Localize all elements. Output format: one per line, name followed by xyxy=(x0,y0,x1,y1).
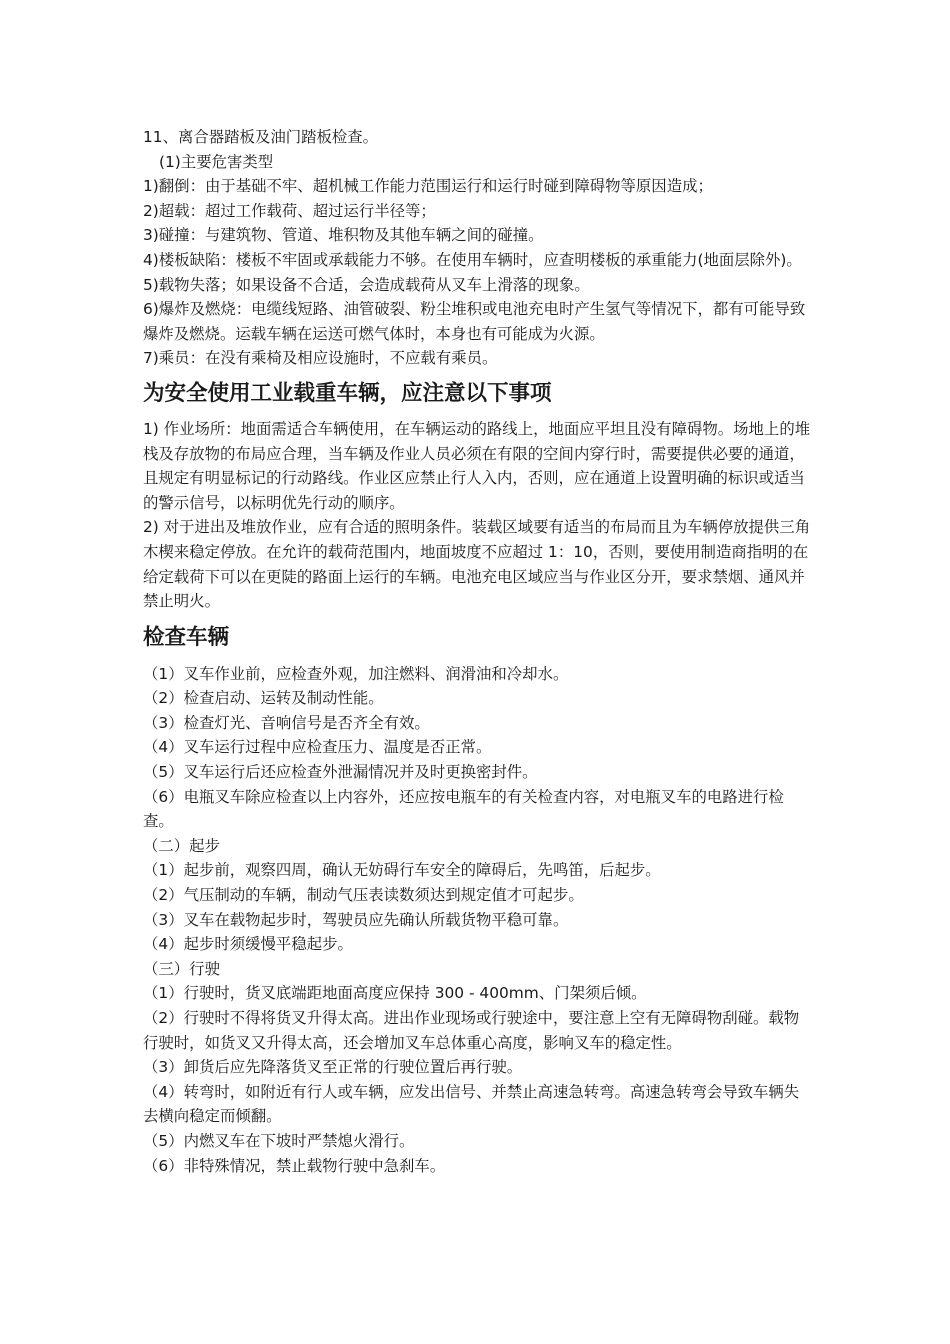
start-item: （2）气压制动的车辆，制动气压表读数须达到规定值才可起步。 xyxy=(143,886,584,905)
document-page xyxy=(143,125,811,1178)
check-item: （2）检查启动、运转及制动性能。 xyxy=(143,689,384,708)
safety-paragraph: 1) 作业场所：地面需适合车辆使用，在车辆运动的路线上，地面应平坦且没有障碍物。场地上的堆栈及存放物的布局应合理，当车辆及作业人员必须在有限的空间内穿行时，需要提供必要的通道，且规定有明显标记的行动路线。作业区应禁止行人入内，否则，应在通道上设置明确的标识或适当的警示信号，以标明优先行动的顺序。 xyxy=(143,419,811,512)
drive-item: （3）卸货后应先降落货叉至正常的行驶位置后再行驶。 xyxy=(143,1058,523,1077)
drive-heading: （三）行驶 xyxy=(143,959,220,978)
start-item: （1）起步前，观察四周，确认无妨碍行车安全的障碍后，先鸣笛，后起步。 xyxy=(143,861,661,880)
check-item: （6）电瓶叉车除应检查以上内容外，还应按电瓶车的有关检查内容，对电瓶叉车的电路进行检查。 xyxy=(143,787,784,831)
start-heading: （二）起步 xyxy=(143,836,220,855)
drive-item: （5）内燃叉车在下坡时严禁熄火滑行。 xyxy=(143,1131,415,1150)
start-item: （3）叉车在载物起步时，驾驶员应先确认所载货物平稳可靠。 xyxy=(143,910,569,929)
check-item: （3）检查灯光、音响信号是否齐全有效。 xyxy=(143,713,430,732)
hazard-item: 1)翻倒：由于基础不牢、超机械工作能力范围运行和运行时碰到障碍物等原因造成； xyxy=(143,177,713,196)
hazard-subtitle: (1)主要危害类型 xyxy=(159,152,274,171)
check-heading: 检查车辆 xyxy=(143,624,230,650)
drive-item: （1）行驶时，货叉底端距地面高度应保持 300 - 400mm、门架须后倾。 xyxy=(143,984,647,1003)
hazard-item: 6)爆炸及燃烧：电缆线短路、油管破裂、粉尘堆积或电池充电时产生氢气等情况下，都有可能导致爆炸及燃烧。运载车辆在运送可燃气体时，本身也有可能成为火源。 xyxy=(143,300,806,343)
hazard-item: 2)超载：超过工作载荷、超过运行半径等； xyxy=(143,201,436,220)
section-title: 11、离合器踏板及油门踏板检查。 xyxy=(143,128,379,146)
hazard-item: 4)楼板缺陷：楼板不牢固或承载能力不够。在使用车辆时，应查明楼板的承重能力(地面层除外)。 xyxy=(143,250,802,269)
hazard-item: 5)载物失落；如果设备不合适，会造成载荷从叉车上滑落的现象。 xyxy=(143,275,590,294)
check-item: （1）叉车作业前，应检查外观，加注燃料、润滑油和冷却水。 xyxy=(143,664,569,683)
hazard-item: 3)碰撞：与建筑物、管道、堆积物及其他车辆之间的碰撞。 xyxy=(143,226,544,245)
drive-item: （2）行驶时不得将货叉升得太高。进出作业现场或行驶途中，要注意上空有无障碍物刮碰。载物行驶时，如货叉又升得太高，还会增加叉车总体重心高度，影响叉车的稳定性。 xyxy=(143,1009,800,1052)
hazard-item: 7)乘员：在没有乘椅及相应设施时，不应载有乘员。 xyxy=(143,349,498,368)
safety-paragraph: 2) 对于进出及堆放作业，应有合适的照明条件。装载区域要有适当的布局而且为车辆停放提供三角木楔来稳定停放。在允许的载荷范围内，地面坡度不应超过 1：10，否则，要使用制造商指明的在给定载荷下可以在更陡的路面上运行的车辆。电池充电区域应当与作业区分开，要求禁烟、通风并禁止明火。 xyxy=(143,518,811,611)
safety-heading: 为安全使用工业载重车辆，应注意以下事项 xyxy=(143,380,552,406)
drive-item: （4）转弯时，如附近有行人或车辆，应发出信号、并禁止高速急转弯。高速急转弯会导致车辆失去横向稳定而倾翻。 xyxy=(143,1082,800,1126)
check-item: （5）叉车运行后还应检查外泄漏情况并及时更换密封件。 xyxy=(143,763,538,782)
check-item: （4）叉车运行过程中应检查压力、温度是否正常。 xyxy=(143,738,492,757)
start-item: （4）起步时须缓慢平稳起步。 xyxy=(143,935,353,954)
drive-item: （6）非特殊情况，禁止载物行驶中急刹车。 xyxy=(143,1156,446,1175)
